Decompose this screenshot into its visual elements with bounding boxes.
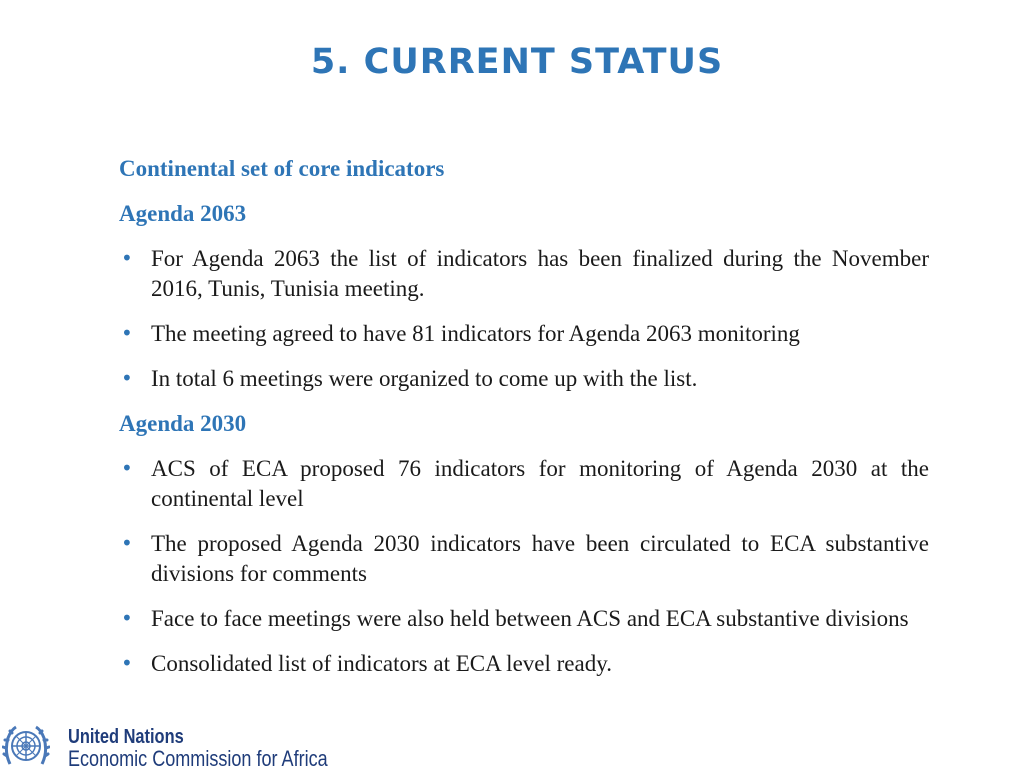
bullet-icon: • [121,246,133,270]
un-emblem-icon [2,724,50,770]
bullet-item [119,604,929,634]
bullet-icon: • [121,456,133,480]
slide-content [119,154,929,694]
org-name-line2: Economic Commission for Africa [68,746,328,771]
agenda-2063-heading: Agenda 2063 [119,201,247,226]
section-heading: Continental set of core indicators [119,156,445,181]
footer-logo [0,716,400,771]
bullet-item [119,244,929,304]
bullet-item [119,649,929,679]
bullet-item [119,319,929,349]
agenda-2030-heading: Agenda 2030 [119,411,247,436]
bullet-icon: • [121,651,133,675]
bullet-text: The proposed Agenda 2030 indicators have been circulated to ECA substantive divisions for comments [151,531,929,586]
slide-title: 5. CURRENT STATUS [310,42,724,82]
bullet-text: Consolidated list of indicators at ECA level ready. [151,651,612,676]
bullet-icon: • [121,366,133,390]
bullet-icon: • [121,531,133,555]
organization-name [68,726,328,770]
bullet-item [119,364,929,394]
org-name-line1: United Nations [68,726,184,748]
bullet-text: ACS of ECA proposed 76 indicators for monitoring of Agenda 2030 at the continental level [151,456,929,511]
bullet-item [119,529,929,589]
bullet-text: For Agenda 2063 the list of indicators has been finalized during the November 2016, Tunis, Tunisia meeting. [151,246,929,301]
bullet-text: The meeting agreed to have 81 indicators for Agenda 2063 monitoring [151,321,800,346]
bullet-icon: • [121,606,133,630]
bullet-item [119,454,929,514]
bullet-icon: • [121,321,133,345]
bullet-text: Face to face meetings were also held between ACS and ECA substantive divisions [151,606,909,631]
bullet-text: In total 6 meetings were organized to come up with the list. [151,366,698,391]
